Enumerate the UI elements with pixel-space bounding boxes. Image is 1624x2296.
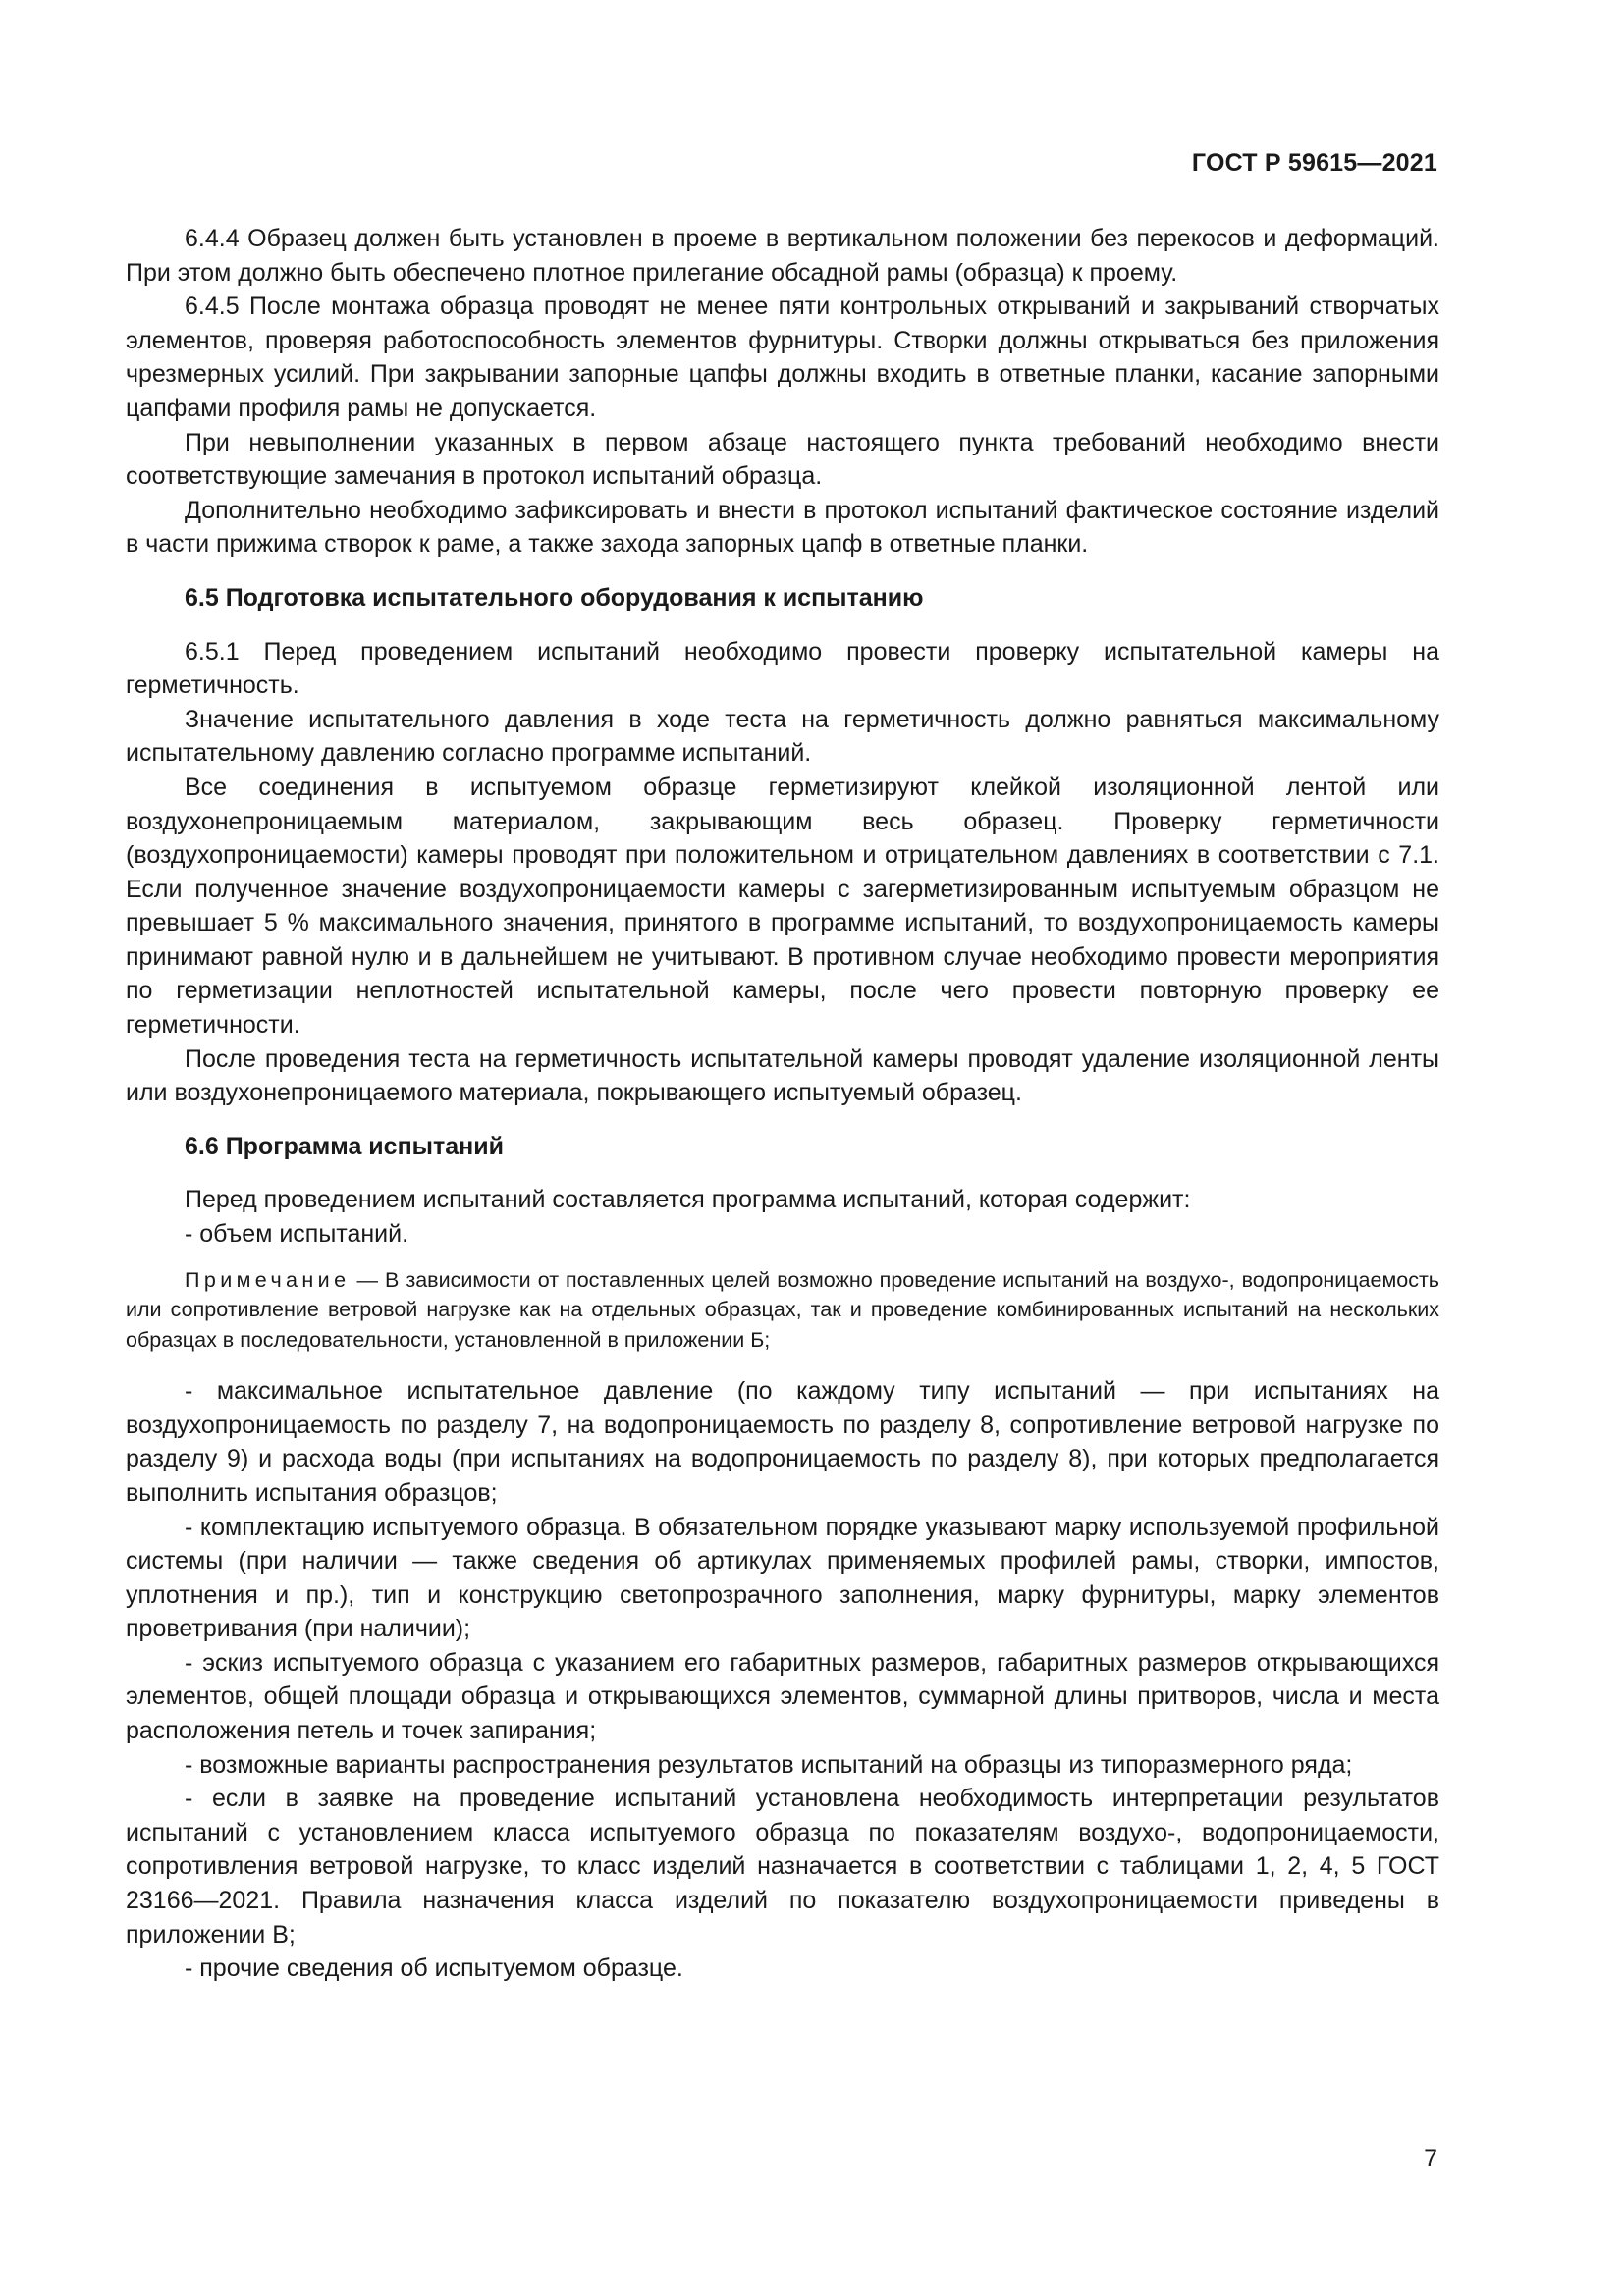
list-item-configuration: - комплектацию испытуемого образца. В обязательном порядке указывают марку используемой профильной системы (при наличии — также сведения об артикулах применяемых профилей рамы, створки, импостов, уплотнения и пр.), тип и конструкцию светопрозрачного заполнения, марку фурнитуры, марку элементов проветривания (при наличии); — [126, 1513, 1439, 1643]
paragraph-6-5-1-pressure: Значение испытательного давления в ходе теста на герметичность должно равняться максимальному испытательному давлению согласно программе испытаний. — [126, 705, 1439, 768]
page-number: 7 — [1424, 2145, 1437, 2172]
list-item-variants: - возможные варианты распространения результатов испытаний на образцы из типоразмерного ряда; — [185, 1750, 1353, 1779]
note-paragraph — [126, 1265, 1439, 1356]
paragraph-6-5-1-removal: После проведения теста на герметичность испытательной камеры проводят удаление изоляционной ленты или воздухонепроницаемого материала, покрывающего испытуемый образец. — [126, 1044, 1439, 1107]
paragraph-6-4-4: 6.4.4 Образец должен быть установлен в проеме в вертикальном положении без перекосов и деформаций. При этом должно быть обеспечено плотное прилегание обсадной рамы (образца) к проему. — [126, 225, 1439, 287]
paragraph-6-5-1-sealing: Все соединения в испытуемом образце герметизируют клейкой изоляционной лентой или воздухонепроницаемым материалом, закрывающим весь образец. Проверку герметичности (воздухопроницаемости) камеры проводят при положительном и отрицательном давлениях в соответствии с 7.1. Если полученное значение воздухопроницаемости камеры с загерметизированным испытуемым образцом не превышает 5 % максимального значения, принятого в программе испытаний, то воздухопроницаемость камеры принимают равной нулю и в дальнейшем не учитывают. В противном случае необходимо провести мероприятия по герметизации неплотностей испытательной камеры, после чего провести повторную проверку ее герметичности. — [126, 773, 1439, 1040]
list-item-sketch: - эскиз испытуемого образца с указанием его габаритных размеров, габаритных размеров открывающихся элементов, общей площади образца и открывающихся элементов, суммарной длины притворов, числа и места расположения петель и точек запирания; — [126, 1648, 1439, 1745]
section-heading-6-5: 6.5 Подготовка испытательного оборудования к испытанию — [185, 583, 924, 612]
paragraph-6-5-1: 6.5.1 Перед проведением испытаний необходимо провести проверку испытательной камеры на герметичность. — [126, 637, 1439, 700]
paragraph-6-4-5-additional: Дополнительно необходимо зафиксировать и внести в протокол испытаний фактическое состояние изделий в части прижима створок к раме, а также захода запорных цапф в ответные планки. — [126, 496, 1439, 559]
page-body — [126, 222, 1439, 1986]
note-label: Примечание — [185, 1267, 351, 1292]
section-heading-6-6: 6.6 Программа испытаний — [185, 1132, 505, 1160]
list-item-max-pressure: - максимальное испытательное давление (по каждому типу испытаний — при испытаниях на воздухопроницаемость по разделу 7, на водопроницаемость по разделу 8, сопротивление ветровой нагрузке по разделу 9) и расхода воды (при испытаниях на водопроницаемость по разделу 8), при которых предполагается выполнить испытания образцов; — [126, 1377, 1439, 1507]
standard-id-header: ГОСТ Р 59615—2021 — [1191, 149, 1437, 177]
list-item-scope: - объем испытаний. — [185, 1220, 409, 1249]
paragraph-6-4-5: 6.4.5 После монтажа образца проводят не менее пяти контрольных открываний и закрываний створчатых элементов, проверяя работоспособность элементов фурнитуры. Створки должны открываться без приложения чрезмерных усилий. При закрывании запорные цапфы должны входить в ответные планки, касание запорными цапфами профиля рамы не допускается. — [126, 293, 1439, 422]
paragraph-6-6-intro: Перед проведением испытаний составляется программа испытаний, которая содержит: — [185, 1186, 1191, 1214]
paragraph-6-4-5-remarks: При невыполнении указанных в первом абзаце настоящего пункта требований необходимо внести соответствующие замечания в протокол испытаний образца. — [126, 428, 1439, 491]
list-item-other-info: - прочие сведения об испытуемом образце. — [185, 1954, 683, 1983]
list-item-classification: - если в заявке на проведение испытаний установлена необходимость интерпретации результатов испытаний с установлением класса испытуемого образца по показателям воздухо-, водопроницаемости, сопротивления ветровой нагрузке, то класс изделий назначается в соответствии с таблицами 1, 2, 4, 5 ГОСТ 23166—2021. Правила назначения класса изделий по показателю воздухопроницаемости приведены в приложении В; — [126, 1785, 1439, 1949]
note-text: — В зависимости от поставленных целей возможно проведение испытаний на воздухо-, водопроницаемость или сопротивление ветровой нагрузке как на отдельных образцах, так и проведение комбинированных испытаний на нескольких образцах в последовательности, установленной в приложении Б; — [126, 1267, 1439, 1352]
